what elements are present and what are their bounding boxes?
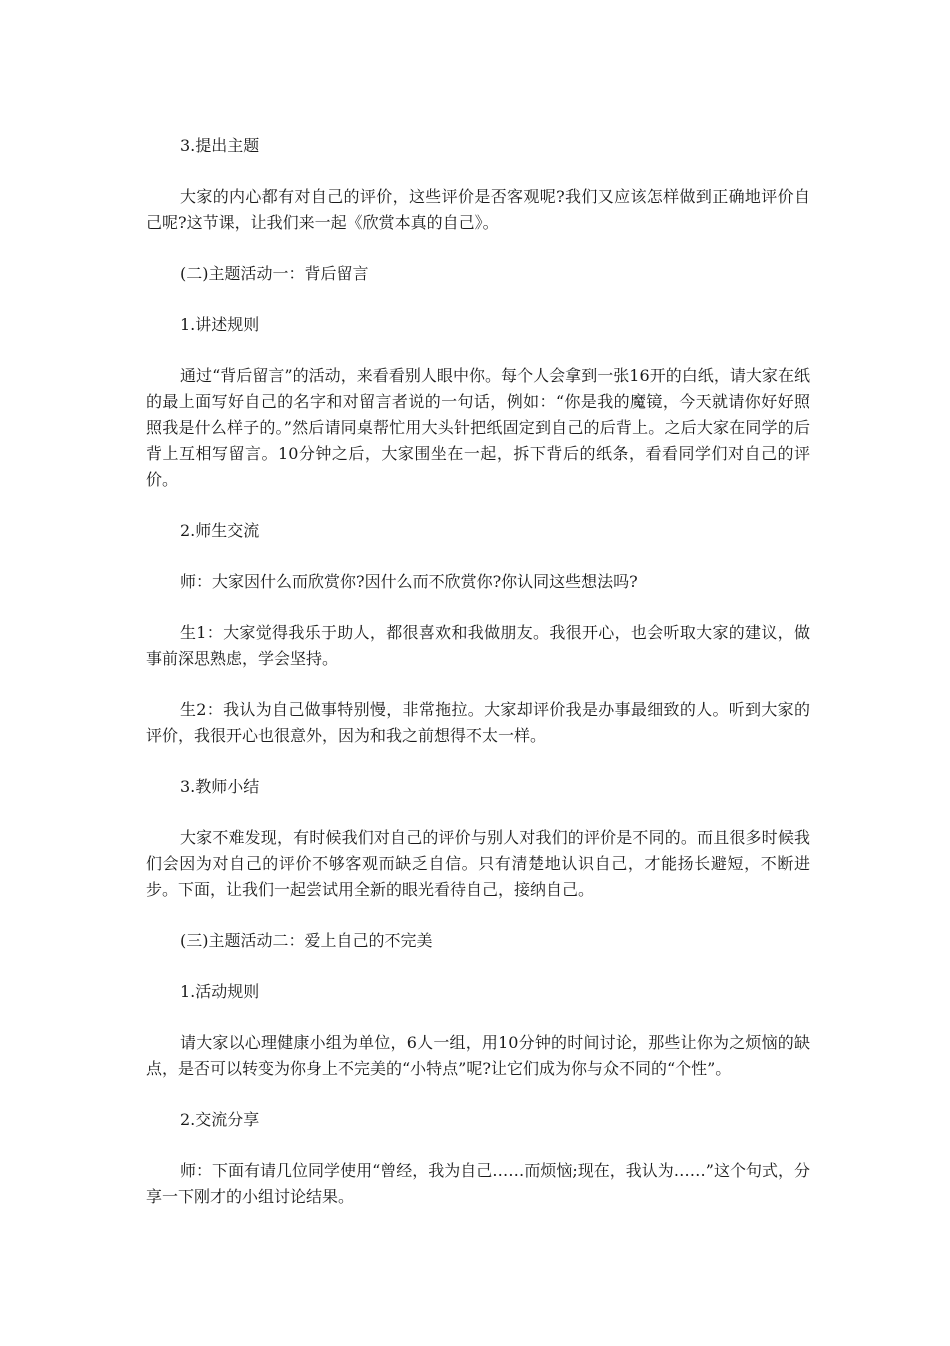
section-heading: (三)主题活动二：爱上自己的不完美 [180, 931, 433, 950]
body-paragraph: 通过“背后留言”的活动，来看看别人眼中你。每个人会拿到一张16开的白纸，请大家在纸的最上面写好自己的名字和对留言者说的一句话，例如：“你是我的魔镜，今天就请你好好照照我是什么样子的。”然后请同桌帮忙用大头针把纸固定到自己的后背上。之后大家在同学的后背上互相写留言。10分钟之后，大家围坐在一起，拆下背后的纸条，看看同学们对自己的评价。 [146, 366, 810, 489]
section-heading: 1.讲述规则 [180, 315, 260, 334]
section-heading: 3.教师小结 [180, 777, 260, 796]
body-paragraph: 生2：我认为自己做事特别慢，非常拖拉。大家却评价我是办事最细致的人。听到大家的评价，我很开心也很意外，因为和我之前想得不太一样。 [146, 700, 810, 745]
section-heading: 2.交流分享 [180, 1110, 260, 1129]
section-heading: 3.提出主题 [180, 136, 260, 155]
section-heading: 2.师生交流 [180, 521, 260, 540]
document-page [146, 133, 810, 1210]
section-heading: 1.活动规则 [180, 982, 260, 1001]
body-paragraph: 生1：大家觉得我乐于助人，都很喜欢和我做朋友。我很开心，也会听取大家的建议，做事前深思熟虑，学会坚持。 [146, 623, 810, 668]
body-paragraph: 大家的内心都有对自己的评价，这些评价是否客观呢?我们又应该怎样做到正确地评价自己呢?这节课，让我们来一起《欣赏本真的自己》。 [146, 187, 810, 232]
body-paragraph: 大家不难发现，有时候我们对自己的评价与别人对我们的评价是不同的。而且很多时候我们会因为对自己的评价不够客观而缺乏自信。只有清楚地认识自己，才能扬长避短，不断进步。下面，让我们一起尝试用全新的眼光看待自己，接纳自己。 [146, 828, 810, 899]
body-paragraph: 请大家以心理健康小组为单位，6人一组，用10分钟的时间讨论，那些让你为之烦恼的缺点，是否可以转变为你身上不完美的“小特点”呢?让它们成为你与众不同的“个性”。 [146, 1033, 810, 1078]
body-paragraph: 师：下面有请几位同学使用“曾经，我为自己……而烦恼;现在，我认为……”这个句式，分享一下刚才的小组讨论结果。 [146, 1161, 810, 1206]
body-paragraph: 师：大家因什么而欣赏你?因什么而不欣赏你?你认同这些想法吗? [180, 572, 638, 591]
section-heading: (二)主题活动一：背后留言 [180, 264, 369, 283]
